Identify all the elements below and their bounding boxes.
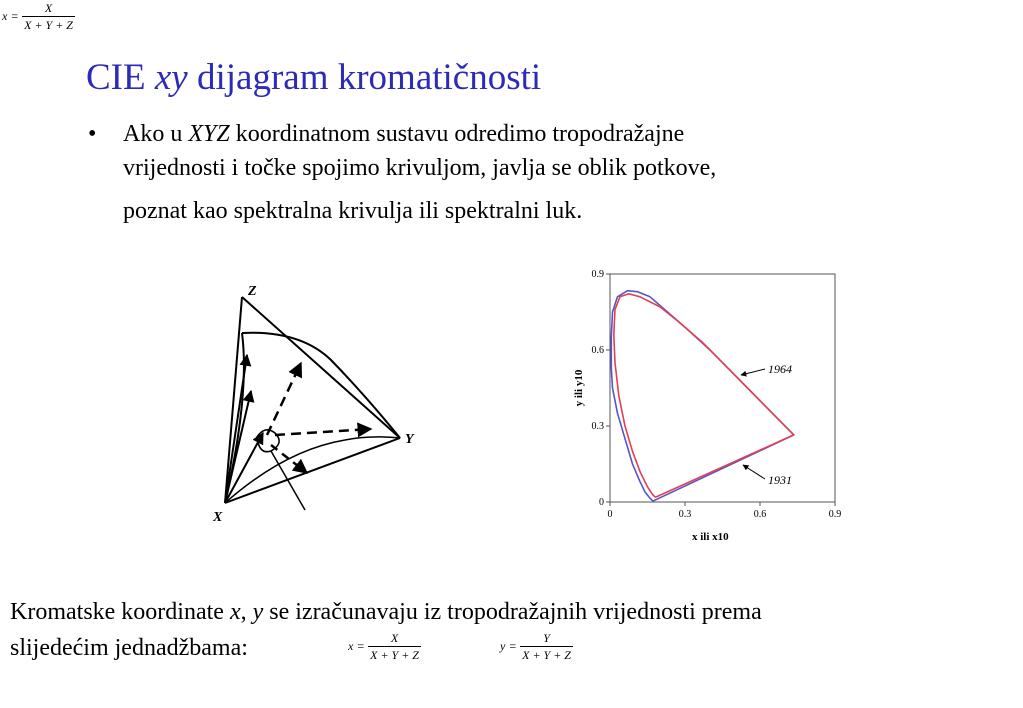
y-tick-label: 0.6	[591, 345, 604, 356]
dashed-arrow-up	[267, 363, 301, 435]
annotation-1931: 1931	[768, 473, 792, 487]
title-italic: xy	[154, 57, 188, 98]
bottom-text-x: x	[229, 599, 241, 625]
equation-y	[500, 632, 573, 661]
formula-lhs: x	[2, 9, 8, 23]
bullet-line-1-start: Ako u	[123, 121, 189, 147]
eq-x-lhs: x	[348, 639, 354, 653]
formula-equals: =	[11, 9, 19, 23]
edge-z-y	[242, 297, 400, 438]
edge-x-y	[225, 438, 400, 503]
eq-y-equals: =	[509, 639, 517, 653]
y-axis-label: y ili y10	[573, 369, 585, 407]
y-tick-label: 0.3	[591, 421, 604, 432]
label-z: Z	[248, 284, 257, 299]
annotation-1964: 1964	[768, 362, 792, 376]
eq-y-denominator: X + Y + Z	[522, 648, 571, 662]
label-y: Y	[405, 432, 414, 447]
eq-y-numerator: Y	[543, 631, 550, 645]
corner-formula	[2, 2, 75, 31]
bullet-line-1-italic: XYZ	[188, 121, 230, 147]
bottom-text-start: Kromatske koordinate	[10, 599, 230, 625]
bullet-line-1-rest: koordinatnom sustavu odredimo tropodražajne	[229, 121, 685, 147]
bottom-line-2: slijedećim jednadžbama:	[10, 635, 248, 661]
chromaticity-chart	[560, 262, 860, 552]
series-layer	[611, 291, 794, 501]
xyz-tetrahedron-figure	[205, 275, 435, 530]
x-tick-label: 0.9	[828, 509, 842, 520]
formula-fraction	[22, 2, 75, 31]
bullet-text	[123, 117, 968, 228]
dashed-arrow-right	[275, 429, 371, 435]
x-tick-label: 0.3	[678, 509, 692, 520]
y-tick-label: 0.9	[591, 269, 604, 280]
equation-x	[348, 632, 421, 661]
eq-y-fraction	[520, 632, 573, 661]
slide-title	[86, 56, 541, 99]
label-x: X	[213, 510, 223, 525]
x-tick-label: 0.6	[753, 509, 767, 520]
curve-upper	[242, 333, 400, 438]
title-prefix: CIE	[86, 57, 155, 98]
eq-x-numerator: X	[390, 631, 399, 645]
axis-ticks	[592, 269, 842, 520]
eq-x-fraction	[368, 632, 421, 661]
eq-y-lhs: y	[500, 639, 506, 653]
bullet-line-3: poznat kao spektralna krivulja ili spektralni luk.	[123, 198, 583, 224]
formula-numerator: X	[44, 1, 53, 15]
annotation-arrow-1964	[741, 369, 765, 375]
bullet-marker: •	[88, 121, 97, 147]
bottom-text-rest: se izračunavaju iz tropodražajnih vrijednosti prema	[263, 599, 762, 625]
title-suffix: dijagram kromatičnosti	[187, 57, 542, 98]
bottom-text-comma: ,	[240, 599, 253, 625]
bullet-item	[88, 117, 968, 228]
x-axis-label: x ili x10	[692, 531, 729, 543]
series-line-1964	[614, 294, 794, 497]
bottom-line-1	[10, 594, 1015, 630]
bottom-text-y: y	[252, 599, 264, 625]
bullet-line-1	[123, 117, 968, 151]
eq-x-equals: =	[357, 639, 365, 653]
x-tick-label: 0	[607, 509, 613, 520]
eq-x-denominator: X + Y + Z	[370, 648, 419, 662]
annotation-arrow-1931	[743, 465, 765, 479]
y-tick-label: 0	[599, 497, 604, 508]
formula-denominator: X + Y + Z	[24, 18, 73, 32]
bullet-line-2: vrijednosti i točke spojimo krivuljom, javlja se oblik potkove,	[123, 155, 717, 181]
